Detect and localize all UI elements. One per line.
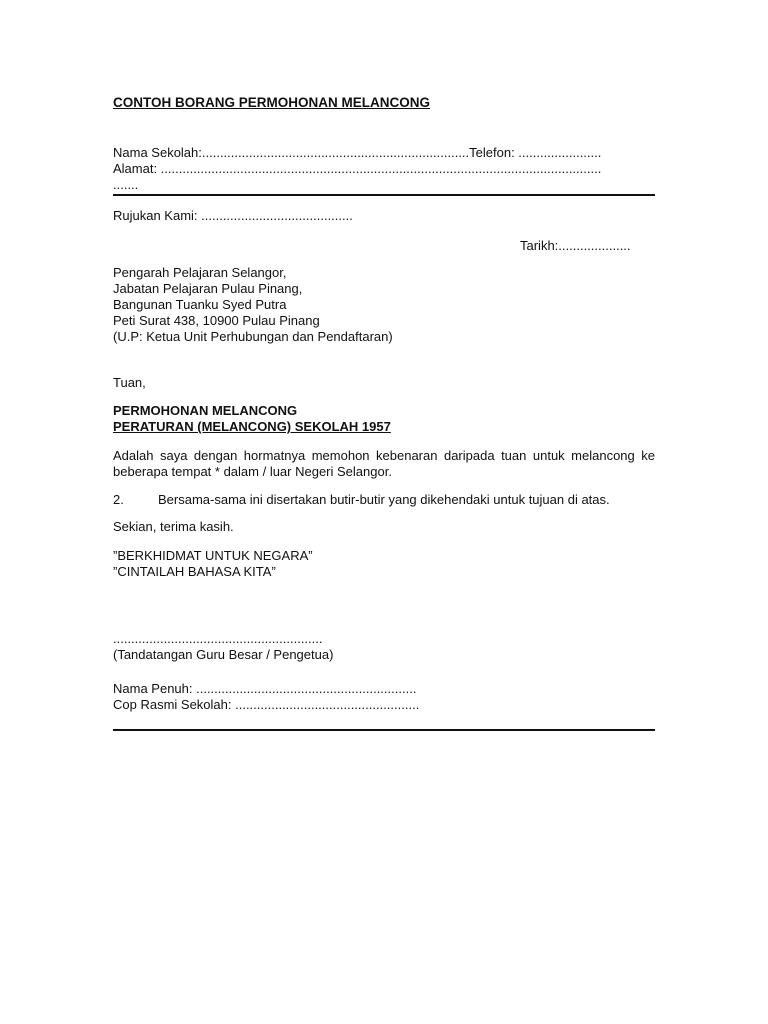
subject-line-underlined: PERATURAN (MELANCONG) SEKOLAH 1957 <box>113 419 391 434</box>
closing-line: Sekian, terima kasih. <box>113 519 234 534</box>
document-title: CONTOH BORANG PERMOHONAN MELANCONG <box>113 95 430 110</box>
slogan-line: ”BERKHIDMAT UNTUK NEGARA” <box>113 548 313 563</box>
recipient-line: (U.P: Ketua Unit Perhubungan dan Pendaftaran) <box>113 329 393 344</box>
address-field-continued: ....... <box>113 177 139 192</box>
paragraph-text: Bersama-sama ini disertakan butir-butir yang dikehendaki untuk tujuan di atas. <box>158 492 610 507</box>
slogan-line: ”CINTAILAH BAHASA KITA” <box>113 564 276 579</box>
subject-line: PERMOHONAN MELANCONG <box>113 403 298 418</box>
address-field: Alamat: .......................................................................................................................... <box>113 161 602 176</box>
header-divider <box>113 194 655 196</box>
salutation: Tuan, <box>113 375 146 390</box>
recipient-line: Jabatan Pelajaran Pulau Pinang, <box>113 281 303 296</box>
school-name-field: Nama Sekolah:..........................................................................Telefon: ....................... <box>113 145 602 160</box>
date-field: Tarikh:.................... <box>520 238 631 253</box>
school-stamp-field: Cop Rasmi Sekolah: ................................................... <box>113 697 420 712</box>
signature-line: .......................................................... <box>113 631 323 646</box>
body-paragraph: Adalah saya dengan hormatnya memohon kebenaran daripada tuan untuk melancong ke beberapa tempat * dalam / luar Negeri Selangor. <box>113 448 655 479</box>
full-name-field: Nama Penuh: ............................................................. <box>113 681 417 696</box>
footer-divider <box>113 729 655 731</box>
paragraph-number: 2. <box>113 492 124 507</box>
signature-label: (Tandatangan Guru Besar / Pengetua) <box>113 647 334 662</box>
recipient-line: Peti Surat 438, 10900 Pulau Pinang <box>113 313 320 328</box>
recipient-line: Bangunan Tuanku Syed Putra <box>113 297 287 312</box>
numbered-paragraph <box>113 492 610 508</box>
reference-field: Rujukan Kami: .......................................... <box>113 208 353 223</box>
recipient-line: Pengarah Pelajaran Selangor, <box>113 265 287 280</box>
